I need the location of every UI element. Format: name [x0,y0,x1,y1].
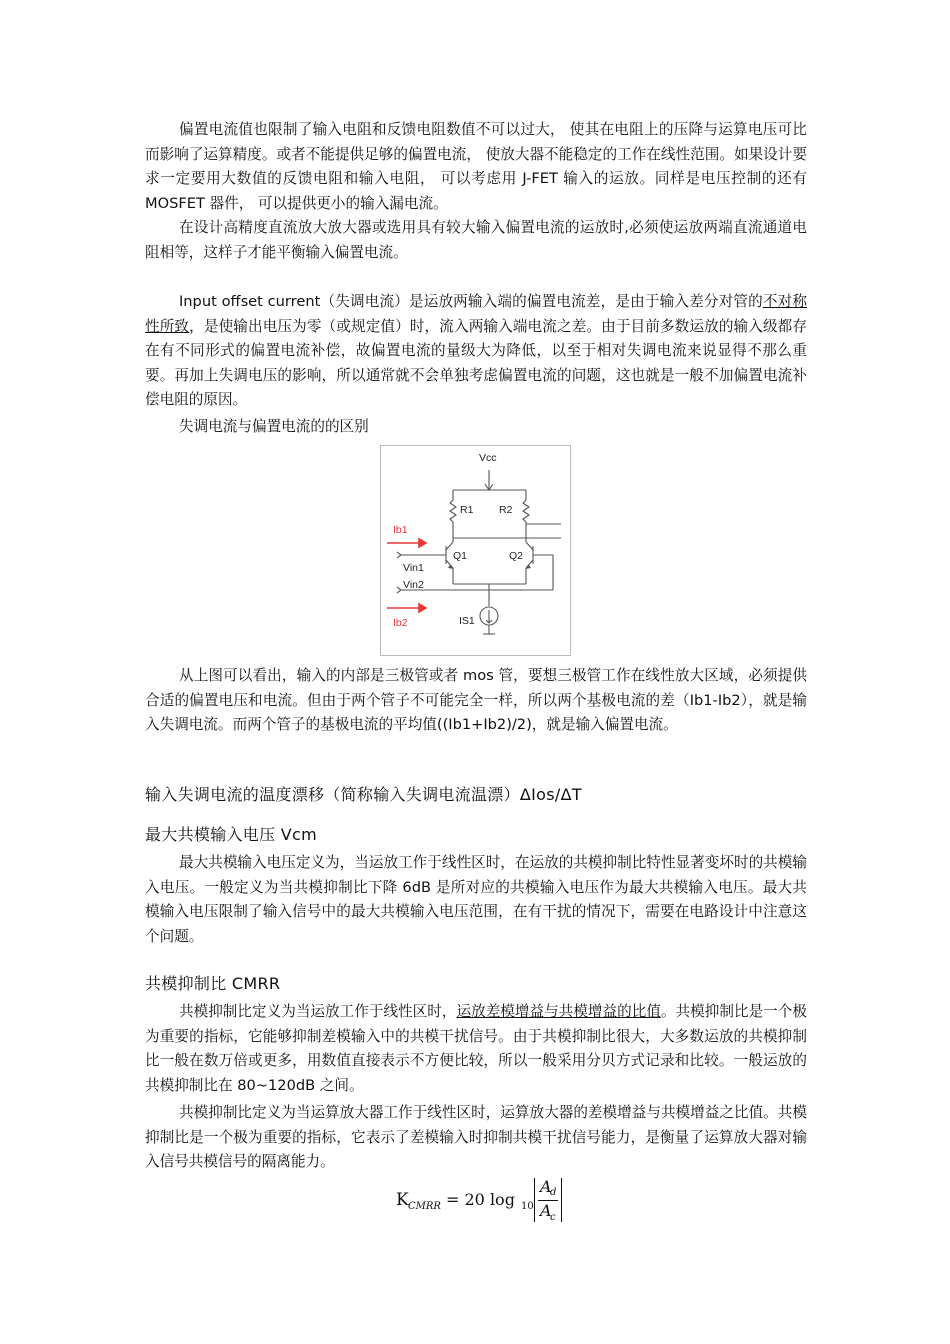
paragraph-bias-current-limit: 偏置电流值也限制了输入电阻和反馈电阻数值不可以过大， 使其在电阻上的压降与运算电压可比而影响了运算精度。或者不能提供足够的偏置电流， 使放大器不能稳定的工作在线性范围。如果设计要求一定要用大数值的反馈电阻和输入电阻， 可以考虑用 J-FET 输入的运放。同样是电压控制的还有 MOSFET 器件， 可以提供更小的输入漏电流。 [145,121,807,212]
label-r1: R1 [460,504,474,516]
label-vcc: Vcc [479,452,497,464]
paragraph-max-common-mode-voltage: 最大共模输入电压定义为，当运放工作于线性区时，在运放的共模抑制比特性显著变坏时的共模输入电压。一般定义为当共模抑制比下降 6dB 是所对应的共模输入电压作为最大共模输入电压。最大共模输入电压限制了输入信号中的最大共模输入电压范围，在有干扰的情况下，需要在电路设计中注意这个问题。 [145,854,807,945]
formula-abs-right [561,1178,564,1222]
label-r2: R2 [499,504,513,516]
differential-pair-circuit-figure [380,445,571,656]
circuit-diagram [381,446,570,655]
heading-max-common-mode-voltage: 最大共模输入电压 Vcm [145,825,318,844]
formula-k-subscript: CMRR [408,1201,441,1212]
cmrr-formula [396,1176,576,1226]
label-ib2: Ib2 [393,617,408,629]
label-q1: Q1 [453,550,468,562]
formula-numerator-subscript: d [550,1187,557,1198]
cmrr-text-b: 。共模抑制比是一个极为重要的指标，它能够抑制差模输入中的共模干扰信号。由于共模抑制比很大，大多数运放的共模抑制比一般在数万倍或更多，用数值直接表示不方便比较，所以一般采用分贝方式记录和比较。一般运放的共模抑制比在 80~120dB 之间。 [145,1003,807,1094]
formula-abs-left [534,1178,537,1222]
asymmetry-underlined: 不对称性所致 [145,293,807,335]
label-ib1: Ib1 [393,524,408,536]
cmrr-text-a: 共模抑制比定义为当运放工作于线性区时， [179,1003,457,1020]
cmrr-ratio-underlined: 运放差模增益与共模增益的比值 [456,1003,661,1020]
formula-numerator: A [540,1177,552,1196]
formula-log-base: 10 [521,1201,534,1212]
heading-cmrr: 共模抑制比 CMRR [145,974,281,993]
paragraph-cmrr-definition [145,1000,807,1098]
label-vin2: Vin2 [403,579,424,591]
formula-denominator: A [540,1201,552,1220]
heading-offset-current-drift: 输入失调电流的温度漂移（简称输入失调电流温漂）ΔIos/ΔT [145,785,582,804]
paragraph-cmrr-importance: 共模抑制比定义为当运算放大器工作于线性区时，运算放大器的差模增益与共模增益之比值。共模抑制比是一个极为重要的指标，它表示了差模输入时抑制共模干扰信号能力，是衡量了运算放大器对输入信号共模信号的隔离能力。 [145,1104,807,1171]
label-q2: Q2 [509,550,524,562]
label-is1: IS1 [459,615,475,627]
label-vin1: Vin1 [403,562,424,574]
paragraph-offset-current [145,290,807,413]
offset-current-text-b: ，是使输出电压为零（或规定值）时，流入两输入端电流之差。由于目前多数运放的输入级都存在有不同形式的偏置电流补偿，故偏置电流的量级大为降低，以至于相对失调电流来说显得不那么重要。再加上失调电压的影响，所以通常就不会单独考虑偏置电流的问题，这也就是一般不加偏置电流补偿电阻的原因。 [145,317,807,409]
formula-equals-log: = 20 log [446,1190,515,1209]
formula-denominator-subscript: c [550,1212,556,1223]
paragraph-balance-resistance: 在设计高精度直流放大放大器或选用具有较大输入偏置电流的运放时,必须使运放两端直流通道电阻相等，这样子才能平衡输入偏置电流。 [145,219,807,261]
offset-current-text-a: Input offset current（失调电流）是运放两输入端的偏置电流差，是由于输入差分对管的 [179,293,763,310]
figure-caption: 失调电流与偏置电流的的区别 [179,418,369,435]
formula-k: K [396,1190,409,1210]
paragraph-circuit-explanation: 从上图可以看出，输入的内部是三极管或者 mos 管，要想三极管工作在线性放大区域，必须提供合适的偏置电压和电流。但由于两个管子不可能完全一样，所以两个基极电流的差（Ib1-Ib2），就是输入失调电流。而两个管子的基极电流的平均值((Ib1+Ib2)/2)，就是输入偏置电流。 [145,667,807,734]
